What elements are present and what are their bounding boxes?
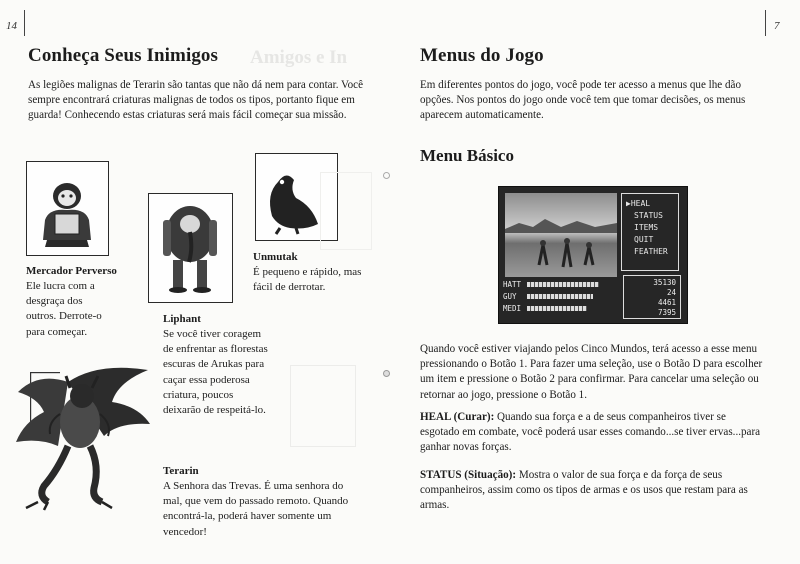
game-menu-item: ▶HEAL [626, 199, 651, 208]
game-menu-box [621, 193, 679, 271]
left-page-title: Conheça Seus Inimigos [28, 45, 219, 66]
party-member: HATT [503, 280, 522, 289]
status-text: Mostra o valor de sua força e da força de seus companheiros, assim como os tipos de armas e os usos que restam para as armas. [420, 469, 748, 512]
game-menu-item[interactable]: STATUS [634, 211, 663, 220]
ghost-figure [290, 365, 356, 447]
binding-hole [383, 172, 390, 179]
health-bar [527, 282, 599, 287]
stat-value: 24 [666, 288, 676, 297]
mercador-name: Mercador Perverso [26, 265, 117, 277]
stat-value: 35130 [653, 278, 676, 287]
game-menu-item[interactable]: QUIT [634, 235, 654, 244]
menu-instructions: Quando você estiver viajando pelos Cinco Mundos, terá acesso a esse menu pressionando o Botão 1. Para fazer uma seleção, use o Botão D para escolher um item e pressione o Botão 2 para confirmar. Para cancelar uma seleção ou retornar ao jogo, pressione o Botão 1. [420, 343, 763, 401]
game-stats-box [623, 275, 681, 319]
party-status [503, 279, 619, 319]
mercador-illustration [26, 161, 109, 256]
stat-value: 4461 [657, 298, 676, 307]
status-paragraph [420, 468, 764, 514]
terarin-illustration [8, 362, 156, 512]
stat-value: 7395 [657, 308, 676, 317]
unmutak-description: É pequeno e rápido, mas fácil de derrotar. [253, 266, 362, 294]
game-menu-item[interactable]: FEATHER [634, 247, 668, 256]
right-page-number: 7 [774, 20, 780, 32]
binding-hole [383, 370, 390, 377]
unmutak-name: Unmutak [253, 251, 298, 263]
ghost-figure-2 [320, 172, 372, 250]
ghost-heading: Amigos e In [250, 47, 348, 68]
liphant-description: Se você tiver coragem de enfrentar as florestas escuras de Arukas para caçar essa poderosa criatura, poucos deixarão de respeitá-lo. [163, 328, 268, 417]
left-page-number: 14 [6, 20, 17, 32]
health-bar [527, 306, 587, 311]
heal-paragraph [420, 410, 764, 456]
health-bar [527, 294, 593, 299]
party-member: MEDI [503, 304, 522, 313]
heal-term: HEAL (Curar): [420, 411, 495, 423]
right-intro: Em diferentes pontos do jogo, você pode ter acesso a menus que lhe dão opções. Nos pontos do jogo onde você tem que tomar decisões, os menus aparecem automaticamente. [420, 79, 746, 122]
left-intro: As legiões malignas de Terarin são tantas que não dá nem para contar. Você sempre encontrará criaturas malignas de todos os tipos, portanto fique em guarda! Conhecendo estas criaturas será mais fácil começar sua missão. [28, 79, 364, 122]
liphant-name: Liphant [163, 313, 201, 325]
party-member: GUY [503, 292, 517, 301]
status-term: STATUS (Situação): [420, 469, 517, 481]
game-screenshot [498, 186, 688, 324]
basic-menu-title: Menu Básico [420, 146, 514, 165]
liphant-illustration [148, 193, 233, 303]
menu-cursor-icon: ▶ [626, 199, 631, 208]
battle-scene [505, 193, 617, 277]
terarin-description: A Senhora das Trevas. É uma senhora do mal, que vem do passado remoto. Quando encontrá-la, poderá haver somente um vencedor! [163, 480, 349, 538]
heal-text: Quando sua força e a de seus companheiros tiver se esgotado em combate, você poderá usar esses comando...se tiver ervas...para ganhar novas forças. [420, 411, 761, 454]
game-menu-item[interactable]: ITEMS [634, 223, 659, 232]
right-page-title: Menus do Jogo [420, 45, 544, 66]
left-margin-rule [24, 10, 25, 36]
right-margin-rule [765, 10, 766, 36]
mercador-description: Ele lucra com a desgraça dos outros. Derrote-o para começar. [26, 280, 102, 338]
terarin-name: Terarin [163, 465, 199, 477]
